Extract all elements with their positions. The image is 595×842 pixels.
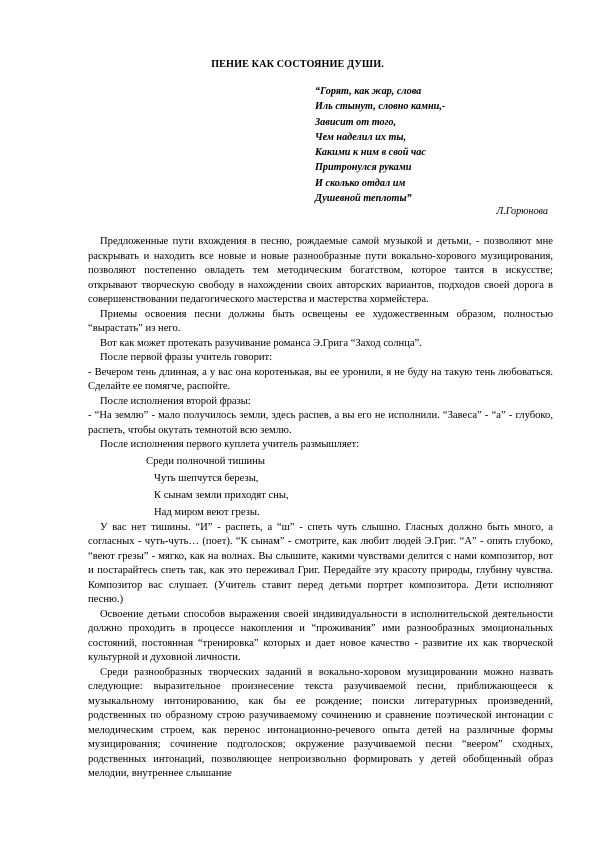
paragraph: После первой фразы учитель говорит: <box>100 352 273 363</box>
paragraph: Предложенные пути вхождения в песню, рождаемые самой музыкой и детьми, - позволяют мне раскрывать и находить все новые и новые разнообразные пути вокально-хорового музицирования, позволяют постепенно овладеть тем методическим богатством, которое таится в искусстве; открывают творческую свободу в нахождении своих авторских вариантов, подходов своей дорога в совершенствовании педагогического мастерства и мастерства хормейстера. <box>88 236 553 305</box>
paragraph: После исполнения второй фразы: <box>100 395 251 407</box>
paragraph: Освоение детьми способов выражения своей индивидуальности в исполнительской деятельности должно проходить в процессе накопления и “проживания” ими разнообразных эмоциональных состояний, постоянная “тренировка” которых и дает новое качество - развитие их как творческой культурной и духовной личности. <box>88 608 553 663</box>
epigraph <box>315 84 555 206</box>
epigraph-line: Зависит от того, <box>315 116 397 128</box>
verse <box>88 453 553 521</box>
epigraph-author: Л.Горюнова <box>496 206 548 217</box>
paragraph: Среди разнообразных творческих заданий в вокально-хоровом музицировании можно назвать следующие: выразительное произнесение текста разучиваемой песни, приближающееся к музыкальному интонированию, как бы ее рождение; поиски литературных произведений, родственных по образному строю разучиваемому сочинению и сравнение поэтической интонации с мелодическим строем, как перенос интонационно-речевого опыта детей на различные формы музицирования; сочинение подголосков; окружение разучиваемой песни “веером” сходных, родственных интонаций, позволяющее непроизвольно формировать у детей обобщенный образ мелодии, внутреннее слышание <box>88 666 553 779</box>
epigraph-line: Какими к ним в свой час <box>315 147 426 159</box>
verse-line: Над миром веют грезы. <box>154 506 260 518</box>
paragraph: - “На землю” - мало получилось земли, здесь распев, а вы его не исполнили. “Завеса” - “а” - глубоко, распеть, чтобы окутать темнотой всю землю. <box>88 410 553 436</box>
epigraph-line: Притронулся руками <box>315 162 412 174</box>
epigraph-line: И сколько отдал им <box>315 177 406 189</box>
paragraph: Вот как может протекать разучивание романса Э.Грига “Заход солнца”. <box>100 337 422 349</box>
body-text <box>88 235 553 782</box>
verse-line: К сынам земли приходят сны, <box>154 489 289 501</box>
verse-line: Среди полночной тишины <box>146 455 265 467</box>
paragraph: Приемы освоения песни должны быть освещены ее художественным образом, полностью “вырастать” из него. <box>88 308 553 334</box>
epigraph-line: Иль стынут, словно камни,- <box>315 101 446 113</box>
verse-line: Чуть шепчутся березы, <box>154 472 259 484</box>
epigraph-line: Чем наделил их ты, <box>315 131 407 143</box>
page-title: ПЕНИЕ КАК СОСТОЯНИЕ ДУШИ. <box>211 59 384 70</box>
epigraph-line: Душевной теплоты” <box>315 193 412 205</box>
paragraph: У вас нет тишины. “И” - распеть, а “ш” - спеть чуть слышно. Гласных должно быть много, а согласных - чуть-чуть… (поет). “К сынам” - смотрите, как любит людей Э.Григ. “А” - опять глубоко, “веют грезы” - мягко, как на волнах. Вы слышите, какими чувствами делится с нами композитор, вот и постарайтесь спеть так, как это переживал Григ. Передайте эту красоту природы, глубину чувства. Композитор вас слушает. (Учитель ставит перед детьми портрет композитора. Дети исполняют песню.) <box>88 521 553 605</box>
paragraph: После исполнения первого куплета учитель размышляет: <box>100 439 360 450</box>
epigraph-line: “Горят, как жар, слова <box>315 86 422 97</box>
paragraph: - Вечером тень длинная, а у вас она коротенькая, вы ее уронили, я не буду на такую тень любоваться. Сделайте ее помягче, распойте. <box>88 366 553 392</box>
